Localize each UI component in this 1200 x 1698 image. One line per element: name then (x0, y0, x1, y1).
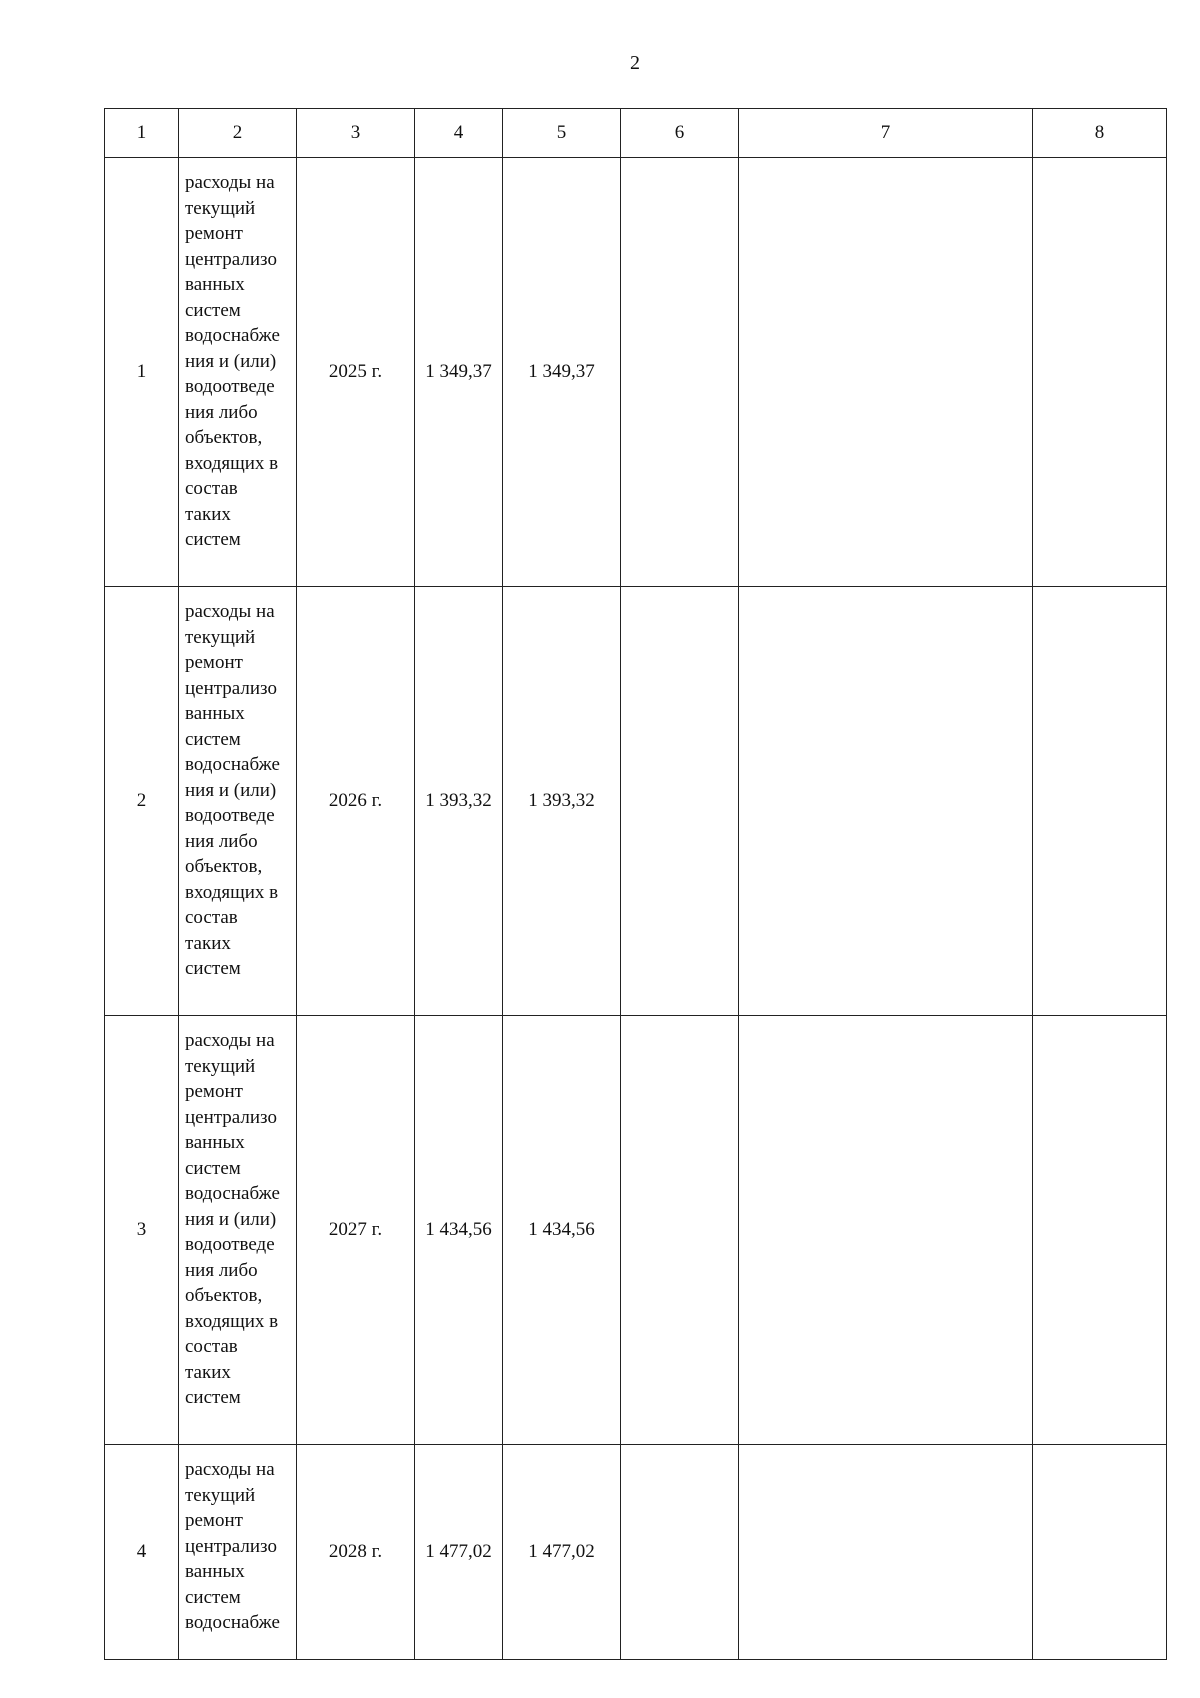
amount-cell: 1 477,02 (503, 1445, 621, 1660)
description-line: систем (185, 1586, 241, 1608)
cost-table (104, 108, 1167, 1660)
empty-cell (739, 587, 1033, 1016)
description-line: ремонт (185, 1510, 243, 1531)
row-number: 1 (105, 158, 179, 587)
description-line: входящих в (185, 452, 279, 474)
empty-cell (621, 1016, 739, 1445)
description-line: систем (185, 1157, 241, 1179)
empty-cell (1033, 158, 1167, 587)
description-line: состав (185, 907, 238, 928)
table-header-row (105, 109, 1167, 158)
description-line: входящих в (185, 881, 279, 903)
amount-cell: 1 434,56 (415, 1016, 503, 1445)
empty-cell (621, 1445, 739, 1660)
description-line: входящих в (185, 1310, 279, 1332)
description-line: объектов, (185, 1285, 263, 1306)
description-line: объектов, (185, 427, 263, 448)
column-header-7: 7 (739, 109, 1033, 158)
empty-cell (621, 587, 739, 1016)
column-header-4: 4 (415, 109, 503, 158)
table-row (105, 587, 1167, 1016)
table-row (105, 158, 1167, 587)
description-line: водоотведе (185, 1234, 275, 1255)
description-line: таких (185, 1361, 231, 1383)
description-line: ванных (185, 703, 245, 724)
description-line: водоснабже (185, 1612, 280, 1633)
description-line: ванных (185, 274, 245, 295)
empty-cell (621, 158, 739, 587)
description-line: водоотведе (185, 376, 275, 397)
description-line: систем (185, 728, 241, 750)
description-line: ния и (или) (185, 779, 277, 801)
description-line: ния и (или) (185, 1208, 277, 1230)
expense-description (179, 1445, 297, 1660)
description-line: текущий (185, 1484, 256, 1506)
description-line: централизо (185, 248, 277, 270)
description-line: централизо (185, 1535, 277, 1557)
empty-cell (739, 1016, 1033, 1445)
year-cell: 2027 г. (297, 1016, 415, 1445)
description-line: состав (185, 1336, 238, 1357)
column-header-5: 5 (503, 109, 621, 158)
description-line: ремонт (185, 223, 243, 244)
description-line: систем (185, 1387, 241, 1408)
description-line: ния либо (185, 1259, 258, 1281)
expense-description (179, 1016, 297, 1445)
empty-cell (739, 1445, 1033, 1660)
description-line: расходы на (185, 1459, 275, 1480)
column-header-6: 6 (621, 109, 739, 158)
amount-cell: 1 349,37 (415, 158, 503, 587)
empty-cell (1033, 1445, 1167, 1660)
description-line: расходы на (185, 1030, 275, 1051)
column-header-2: 2 (179, 109, 297, 158)
description-line: водоснабже (185, 1183, 280, 1204)
description-line: систем (185, 299, 241, 321)
description-line: таких (185, 503, 231, 525)
row-number: 4 (105, 1445, 179, 1660)
description-line: состав (185, 478, 238, 499)
description-line: централизо (185, 1106, 277, 1128)
description-line: водоснабже (185, 754, 280, 775)
empty-cell (1033, 1016, 1167, 1445)
description-line: объектов, (185, 856, 263, 877)
table-row (105, 1445, 1167, 1660)
expense-description (179, 158, 297, 587)
empty-cell (1033, 587, 1167, 1016)
amount-cell: 1 393,32 (415, 587, 503, 1016)
description-line: централизо (185, 677, 277, 699)
description-line: ния либо (185, 830, 258, 852)
table-row (105, 1016, 1167, 1445)
description-line: ния и (или) (185, 350, 277, 372)
row-number: 3 (105, 1016, 179, 1445)
description-line: систем (185, 958, 241, 979)
year-cell: 2026 г. (297, 587, 415, 1016)
expense-description (179, 587, 297, 1016)
description-line: ния либо (185, 401, 258, 423)
column-header-1: 1 (105, 109, 179, 158)
description-line: расходы на (185, 601, 275, 622)
empty-cell (739, 158, 1033, 587)
description-line: систем (185, 529, 241, 550)
row-number: 2 (105, 587, 179, 1016)
column-header-3: 3 (297, 109, 415, 158)
description-line: текущий (185, 1055, 256, 1077)
page-number: 2 (630, 52, 640, 74)
description-line: ремонт (185, 652, 243, 673)
description-line: водоснабже (185, 325, 280, 346)
description-line: текущий (185, 197, 256, 219)
description-line: расходы на (185, 172, 275, 193)
description-line: текущий (185, 626, 256, 648)
amount-cell: 1 349,37 (503, 158, 621, 587)
column-header-8: 8 (1033, 109, 1167, 158)
amount-cell: 1 477,02 (415, 1445, 503, 1660)
year-cell: 2028 г. (297, 1445, 415, 1660)
description-line: водоотведе (185, 805, 275, 826)
description-line: ванных (185, 1132, 245, 1153)
description-line: ремонт (185, 1081, 243, 1102)
description-line: таких (185, 932, 231, 954)
description-line: ванных (185, 1561, 245, 1582)
amount-cell: 1 434,56 (503, 1016, 621, 1445)
year-cell: 2025 г. (297, 158, 415, 587)
amount-cell: 1 393,32 (503, 587, 621, 1016)
